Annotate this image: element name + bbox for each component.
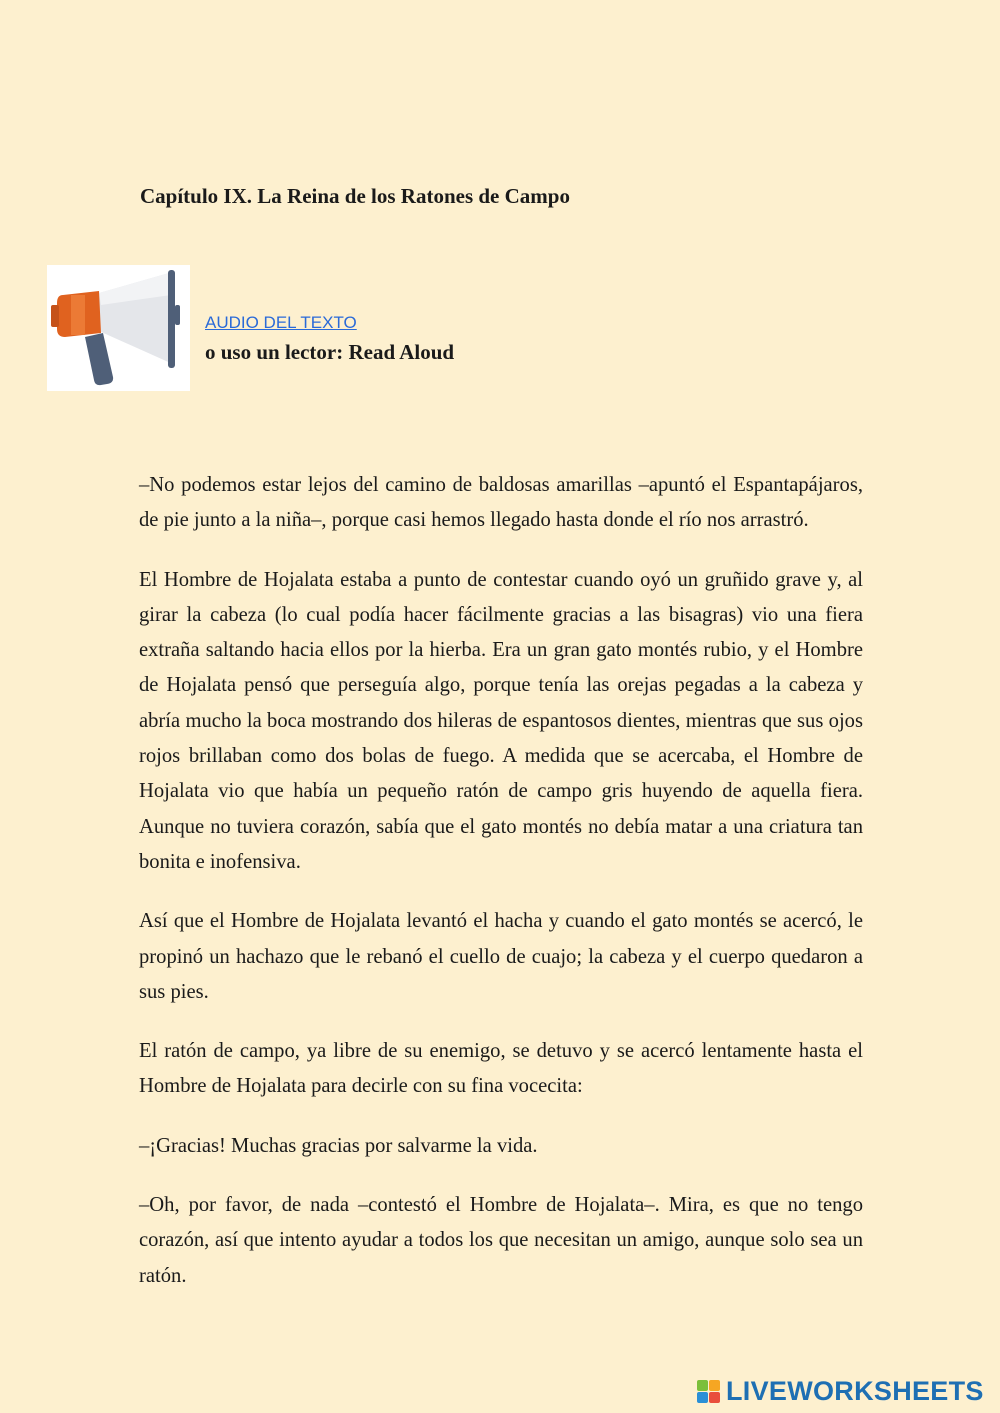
chapter-title: Capítulo IX. La Reina de los Ratones de Campo — [140, 184, 570, 208]
liveworksheets-logo[interactable] — [697, 1376, 984, 1407]
paragraph: El ratón de campo, ya libre de su enemigo, se detuvo y se acercó lentamente hasta el Hombre de Hojalata para decirle con su fina vocecita: — [139, 1040, 863, 1098]
paragraph: –¡Gracias! Muchas gracias por salvarme la vida. — [139, 1134, 538, 1157]
brand-name: LIVEWORKSHEETS — [726, 1376, 984, 1406]
story-text — [139, 468, 863, 1318]
audio-link[interactable]: AUDIO DEL TEXTO — [205, 313, 357, 332]
megaphone-icon — [47, 265, 190, 391]
paragraph: –No podemos estar lejos del camino de baldosas amarillas –apuntó el Espantapájaros, de pie junto a la niña–, porque casi hemos llegado hasta donde el río nos arrastró. — [139, 474, 863, 532]
paragraph: –Oh, por favor, de nada –contestó el Hombre de Hojalata–. Mira, es que no tengo corazón, así que intento ayudar a todos los que necesitan un amigo, aunque solo sea un ratón. — [139, 1194, 863, 1287]
read-aloud-note: o uso un lector: Read Aloud — [205, 340, 455, 364]
paragraph: El Hombre de Hojalata estaba a punto de contestar cuando oyó un gruñido grave y, al girar la cabeza (lo cual podía hacer fácilmente gracias a las bisagras) vio una fiera extraña saltando hacia ellos por la hierba. Era un gran gato montés rubio, y el Hombre de Hojalata pensó que perseguía algo, porque tenía las orejas pegadas a la cabeza y abría mucho la boca mostrando dos hileras de espantosos dientes, mientras que sus ojos rojos brillaban como dos bolas de fuego. A medida que se acercaba, el Hombre de Hojalata vio que había un pequeño ratón de campo gris huyendo de aquella fiera. Aunque no tuviera corazón, sabía que el gato montés no debía matar a una criatura tan bonita e inofensiva. — [139, 568, 863, 873]
logo-mark-icon — [697, 1380, 720, 1403]
paragraph: Así que el Hombre de Hojalata levantó el hacha y cuando el gato montés se acercó, le propinó un hachazo que le rebanó el cuello de cuajo; la cabeza y el cuerpo quedaron a sus pies. — [139, 910, 863, 1003]
